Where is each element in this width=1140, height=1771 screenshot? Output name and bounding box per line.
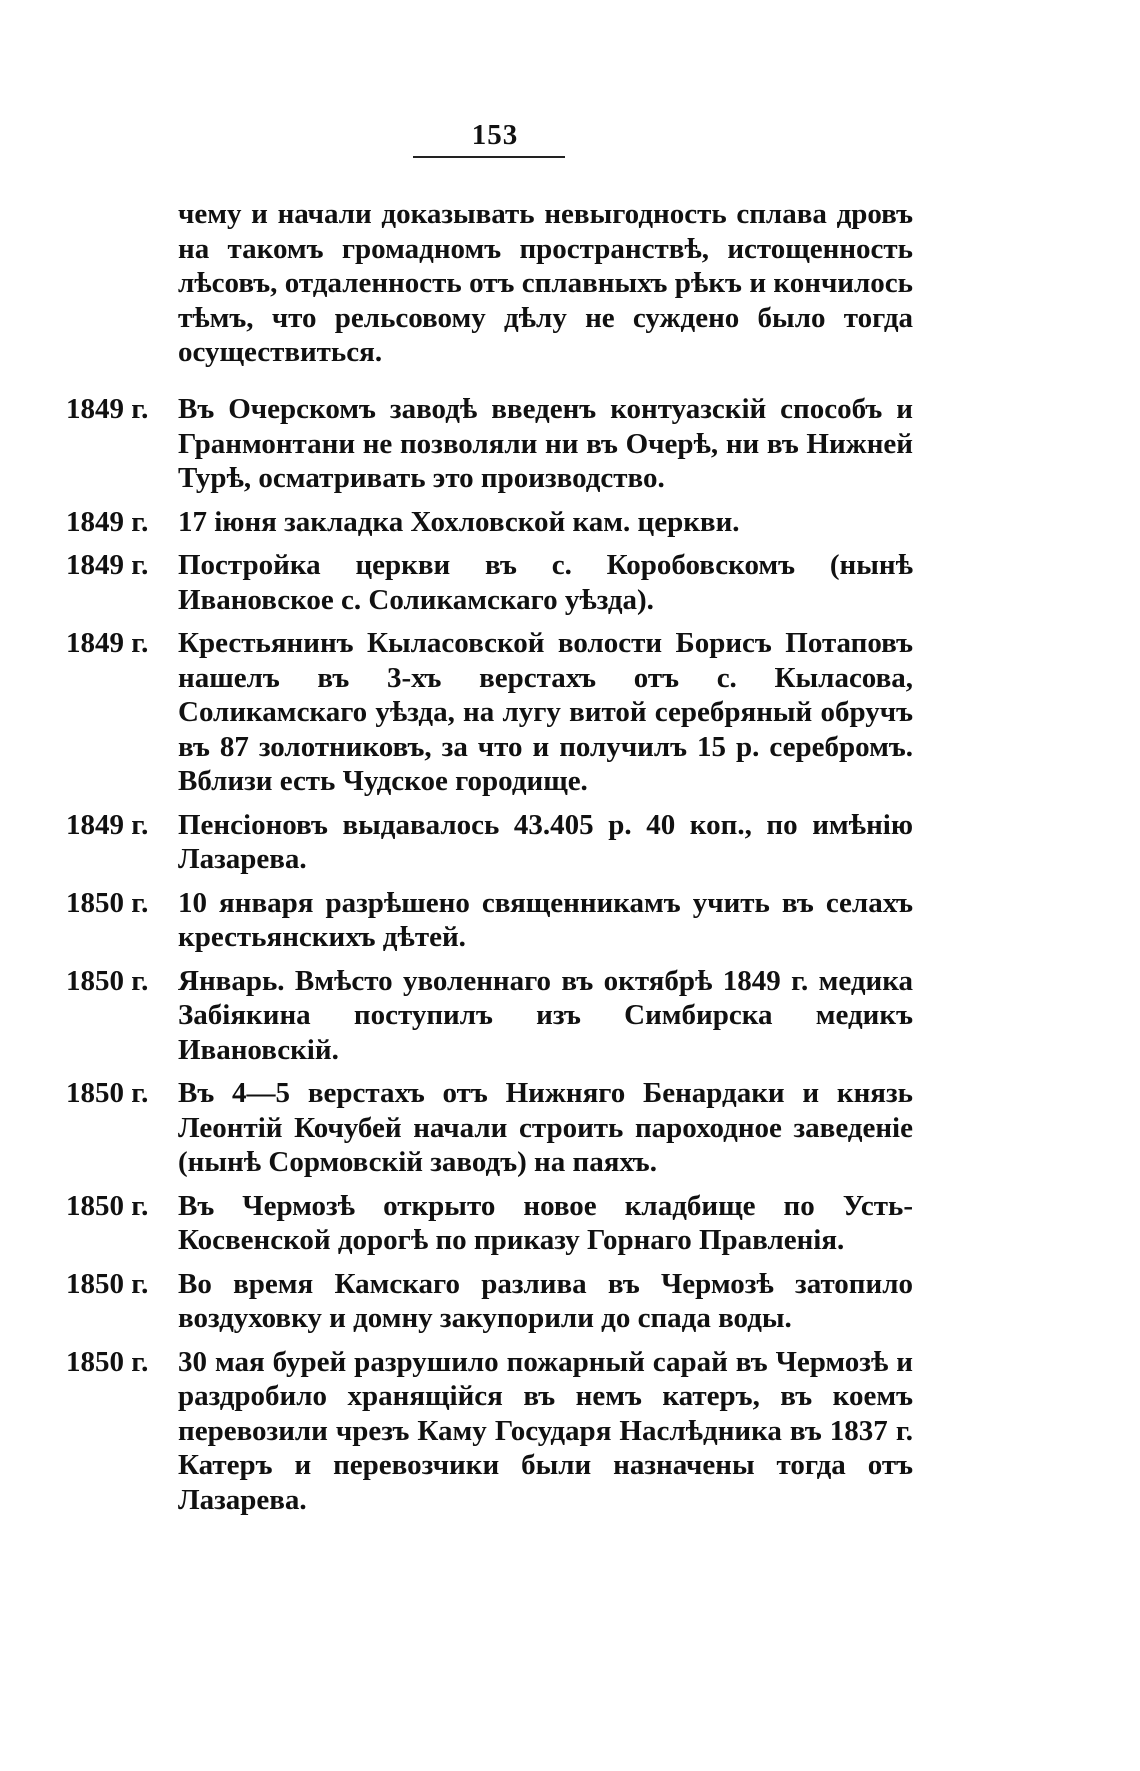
chronicle-entry — [0, 1189, 1140, 1258]
chronicle-entry — [0, 886, 1140, 955]
chronicle-entry — [0, 964, 1140, 1068]
entry-year: 1850 г. — [66, 964, 149, 997]
entry-year: 1850 г. — [66, 1077, 149, 1109]
chronicle-entry — [0, 1345, 1140, 1518]
chronicle-entry — [0, 548, 1140, 617]
chronicle-entry — [0, 1076, 1140, 1180]
entry-text: Въ Очерскомъ заводѣ введенъ контуазскій способъ и Гранмонтани не позволяли ни въ Очерѣ, ни въ Нижней Турѣ, осматривать это производство. — [178, 393, 913, 494]
entry-year: 1849 г. — [66, 393, 149, 425]
entry-year: 1850 г. — [66, 1189, 149, 1222]
entry-text: Постройка церкви въ с. Коробовскомъ (нынѣ Ивановское с. Соликамскаго уѣзда). — [178, 549, 913, 616]
entry-year: 1850 г. — [66, 1267, 149, 1300]
entry-text: Крестьянинъ Кыласовской волости Борисъ Потаповъ нашелъ въ 3-хъ верстахъ отъ с. Кыласова, Соликамскаго уѣзда, на лугу витой серебряный обручъ въ 87 золотниковъ, за что и получилъ 15 р. серебромъ. Вблизи есть Чудское городище. — [178, 627, 913, 797]
entry-text: Въ Чермозѣ открыто новое кладбище по Усть-Косвенской дорогѣ по приказу Горнаго Правленія. — [178, 1189, 913, 1256]
page-number-rule — [413, 156, 565, 158]
entry-year: 1849 г. — [66, 505, 149, 538]
entry-text: 17 іюня закладка Хохловской кам. церкви. — [178, 505, 740, 538]
chronicle-entry — [0, 626, 1140, 799]
entry-text: 10 января разрѣшено священникамъ учить въ селахъ крестьянскихъ дѣтей. — [178, 886, 913, 953]
entry-text: Январь. Вмѣсто уволеннаго въ октябрѣ 1849 г. медика Забіякина поступилъ изъ Симбирска медикъ Ивановскій. — [178, 964, 913, 1066]
entry-year: 1850 г. — [66, 1345, 149, 1378]
entry-year: 1849 г. — [66, 549, 149, 581]
entry-year: 1850 г. — [66, 886, 149, 919]
intro-paragraph: чему и начали доказывать невыгодность сплава дровъ на такомъ громадномъ пространствѣ, истощенность лѣсовъ, отдаленность отъ сплавныхъ рѣкъ и кончилось тѣмъ, что рельсовому дѣлу не суждено было тогда осуществиться. — [178, 198, 913, 368]
chronicle-entry — [0, 392, 1140, 496]
entry-text: Во время Камскаго разлива въ Чермозѣ затопило воздуховку и домну закупорили до спада воды. — [178, 1267, 913, 1334]
entry-text: Пенсіоновъ выдавалось 43.405 р. 40 коп., по имѣнію Лазарева. — [178, 808, 913, 875]
chronicle-entry — [0, 1267, 1140, 1336]
entry-year: 1849 г. — [66, 808, 149, 841]
chronicle-entries — [0, 392, 1140, 1517]
chronicle-entry — [0, 808, 1140, 877]
entry-year: 1849 г. — [66, 627, 149, 659]
chronicle-entry — [0, 505, 1140, 540]
entry-text: Въ 4—5 верстахъ отъ Нижняго Бенардаки и князь Леонтій Кочубей начали строить пароходное заведеніе (нынѣ Сормовскій заводъ) на паяхъ. — [178, 1077, 913, 1178]
page-number: 153 — [471, 119, 519, 151]
entry-text: 30 мая бурей разрушило пожарный сарай въ Чермозѣ и раздробило хранящійся въ немъ катеръ, въ коемъ перевозили чрезъ Каму Государя Наслѣдника въ 1837 г. Катеръ и перевозчики были назначены тогда отъ Лазарева. — [178, 1345, 913, 1516]
